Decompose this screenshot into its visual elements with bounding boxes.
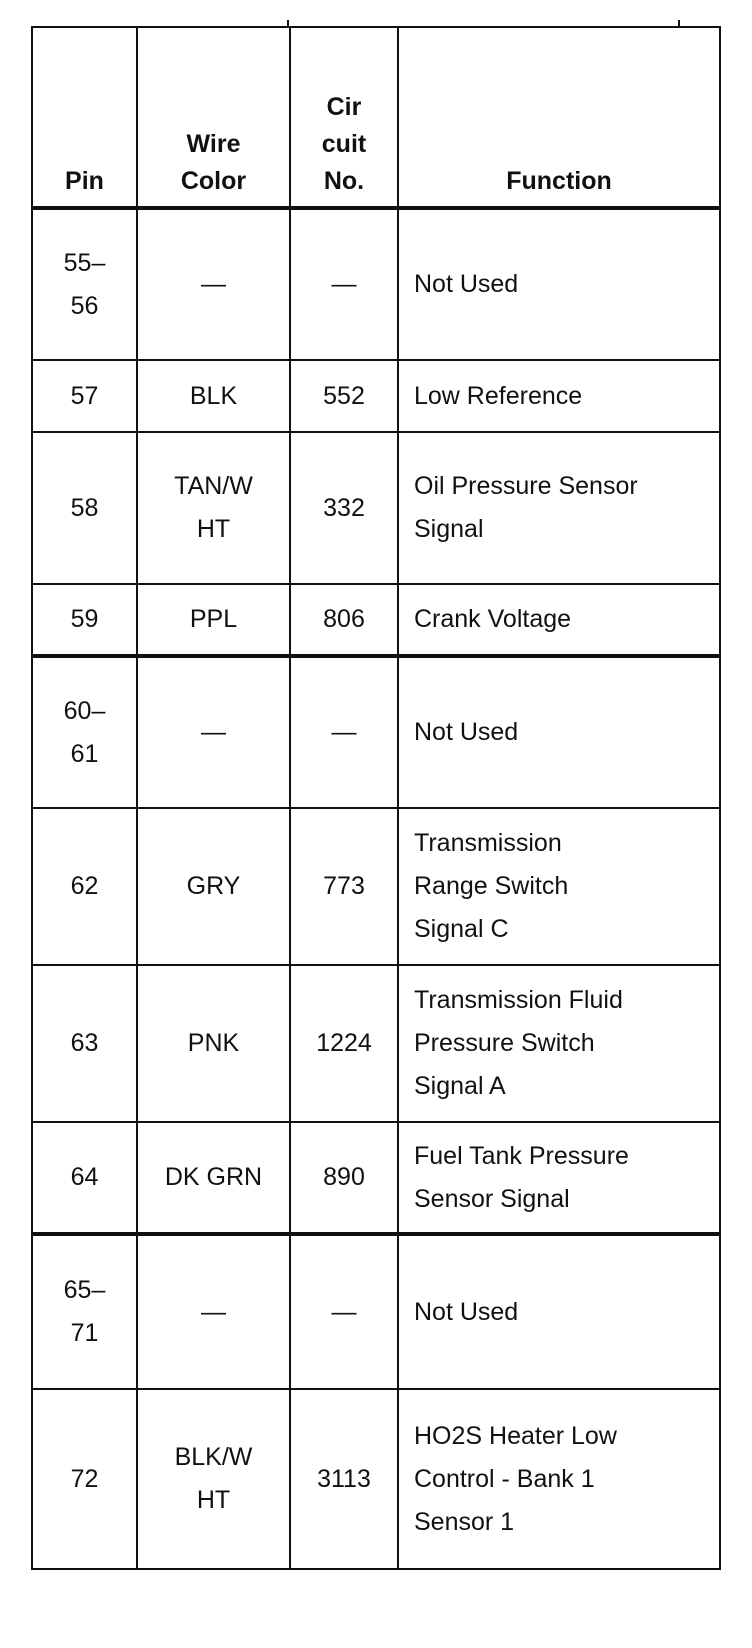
- circuit-no-cell-text: —: [331, 270, 357, 298]
- circuit-no-cell: [290, 584, 398, 656]
- function-cell: [398, 360, 720, 432]
- pin-cell-text: 63: [70, 1029, 99, 1057]
- pin-cell: [32, 360, 137, 432]
- pin-cell-text: 57: [70, 381, 99, 410]
- pin-cell-text: 59: [70, 605, 99, 633]
- table-row: [32, 656, 720, 808]
- wire-color-cell: [137, 360, 290, 432]
- wire-color-cell-text: BLK: [189, 381, 238, 410]
- function-cell-text: Oil Pressure Sensor: [414, 472, 638, 500]
- pin-cell: [32, 584, 137, 656]
- function-cell-text: Sensor 1: [414, 1507, 515, 1536]
- table-row: [32, 965, 720, 1122]
- pin-cell: [32, 1389, 137, 1569]
- header-pin: [32, 27, 137, 208]
- pin-cell-text: 61: [70, 739, 99, 768]
- circuit-no-cell: [290, 1234, 398, 1389]
- function-cell: [398, 1389, 720, 1569]
- function-cell: [398, 432, 720, 584]
- table-row: [32, 1389, 720, 1569]
- pin-cell-text: 55–: [63, 248, 106, 277]
- pin-cell-text: 62: [70, 872, 99, 900]
- wire-color-cell: [137, 432, 290, 584]
- pin-cell: [32, 432, 137, 584]
- function-cell-text: Range Switch: [414, 872, 569, 900]
- circuit-no-cell-text: —: [331, 1297, 357, 1326]
- pin-cell: [32, 1234, 137, 1389]
- pin-cell-text: 58: [70, 493, 99, 522]
- pin-cell-text: 64: [70, 1163, 99, 1191]
- circuit-no-cell: [290, 965, 398, 1122]
- function-cell-text: HO2S Heater Low: [414, 1421, 617, 1450]
- circuit-no-cell: [290, 208, 398, 360]
- table-row: [32, 1234, 720, 1389]
- function-cell-text: Control - Bank 1: [414, 1464, 595, 1493]
- connector-pin-table: [31, 26, 721, 1570]
- wire-color-cell-text: DK GRN: [164, 1163, 263, 1191]
- header-circuit-no-line-1: Cir: [326, 93, 362, 121]
- circuit-no-cell-text: 773: [323, 872, 365, 900]
- wire-color-cell-text: HT: [196, 1486, 231, 1514]
- function-cell: [398, 208, 720, 360]
- function-cell-text: Not Used: [414, 1297, 519, 1326]
- table-row: [32, 208, 720, 360]
- circuit-no-cell-text: 806: [323, 605, 365, 633]
- wire-color-cell-text: GRY: [186, 872, 241, 900]
- function-cell-text: Signal: [414, 515, 484, 543]
- function-cell-text: Transmission Fluid: [414, 986, 623, 1014]
- circuit-no-cell-text: —: [331, 718, 357, 746]
- pin-cell-text: 71: [70, 1319, 99, 1347]
- wire-color-cell: [137, 965, 290, 1122]
- pin-cell: [32, 656, 137, 808]
- function-cell: [398, 656, 720, 808]
- header-function-line: Function: [506, 167, 612, 195]
- pin-cell-text: 72: [70, 1464, 99, 1493]
- header-circuit-no-line-3: No.: [323, 167, 365, 195]
- function-cell-text: Transmission: [414, 829, 562, 857]
- wire-color-cell: [137, 656, 290, 808]
- header-circuit-no: [290, 27, 398, 208]
- wire-color-cell-text: HT: [196, 515, 231, 543]
- wire-color-cell-text: PPL: [189, 605, 238, 633]
- wire-color-cell-text: —: [201, 718, 226, 746]
- wire-color-cell-text: —: [201, 1297, 226, 1326]
- table-body: [32, 208, 720, 1569]
- pin-cell-text: 56: [70, 291, 99, 320]
- circuit-no-cell: [290, 360, 398, 432]
- circuit-no-cell-text: 332: [323, 493, 365, 522]
- wire-color-cell: [137, 1234, 290, 1389]
- table-header-row: [32, 27, 720, 208]
- wire-color-cell: [137, 1122, 290, 1234]
- function-cell-text: Sensor Signal: [414, 1184, 570, 1213]
- function-cell-text: Signal A: [414, 1072, 506, 1100]
- function-cell: [398, 1122, 720, 1234]
- function-cell-text: Not Used: [414, 270, 519, 298]
- table-row: [32, 432, 720, 584]
- pin-cell-text: 65–: [63, 1276, 106, 1304]
- wire-color-cell-text: —: [201, 270, 226, 298]
- function-cell-text: Signal C: [414, 915, 509, 943]
- table-row: [32, 1122, 720, 1234]
- function-cell-text: Pressure Switch: [414, 1029, 595, 1057]
- circuit-no-cell-text: 552: [323, 381, 365, 410]
- wire-color-cell-text: BLK/W: [174, 1443, 253, 1471]
- table-row: [32, 360, 720, 432]
- circuit-no-cell: [290, 1122, 398, 1234]
- circuit-no-cell: [290, 808, 398, 965]
- pin-cell: [32, 808, 137, 965]
- header-pin-line: Pin: [65, 167, 104, 195]
- function-cell: [398, 808, 720, 965]
- pin-cell-text: 60–: [63, 696, 106, 725]
- header-wire-color-line-2: Color: [180, 167, 247, 195]
- wire-color-cell-text: PNK: [187, 1029, 240, 1057]
- table-row: [32, 808, 720, 965]
- header-function: [398, 27, 720, 208]
- pin-cell: [32, 208, 137, 360]
- header-circuit-no-line-2: cuit: [321, 130, 367, 158]
- circuit-no-cell: [290, 432, 398, 584]
- function-cell-text: Low Reference: [414, 381, 583, 410]
- function-cell-text: Not Used: [414, 718, 519, 746]
- function-cell: [398, 584, 720, 656]
- pin-cell: [32, 965, 137, 1122]
- wire-color-cell: [137, 1389, 290, 1569]
- circuit-no-cell: [290, 1389, 398, 1569]
- circuit-no-cell: [290, 656, 398, 808]
- wire-color-cell: [137, 808, 290, 965]
- header-wire-color-line-1: Wire: [186, 130, 241, 158]
- pin-cell: [32, 1122, 137, 1234]
- circuit-no-cell-text: 890: [323, 1163, 365, 1191]
- function-cell: [398, 965, 720, 1122]
- function-cell: [398, 1234, 720, 1389]
- wire-color-cell-text: TAN/W: [174, 472, 253, 500]
- header-wire-color: [137, 27, 290, 208]
- function-cell-text: Fuel Tank Pressure: [414, 1141, 629, 1170]
- circuit-no-cell-text: 3113: [317, 1464, 371, 1493]
- function-cell-text: Crank Voltage: [414, 605, 572, 633]
- table-row: [32, 584, 720, 656]
- circuit-no-cell-text: 1224: [316, 1029, 372, 1057]
- wire-color-cell: [137, 208, 290, 360]
- wire-color-cell: [137, 584, 290, 656]
